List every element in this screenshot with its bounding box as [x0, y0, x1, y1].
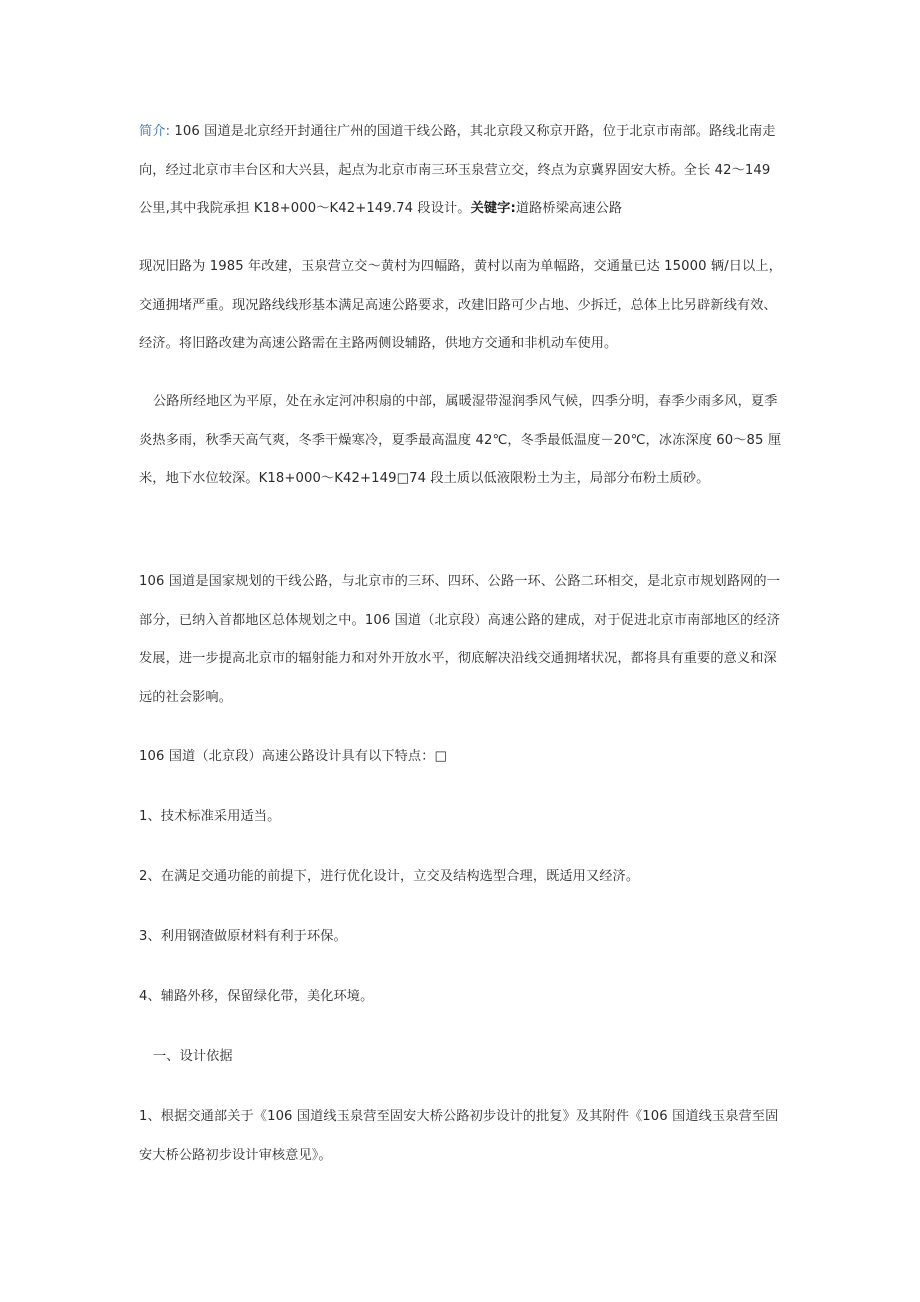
- section-heading-design-basis: [139, 1038, 784, 1077]
- paragraph-features-intro: 106 国道（北京段）高速公路设计具有以下特点：□: [139, 749, 448, 764]
- intro-paragraph: [139, 113, 784, 229]
- paragraph-significance: 106 国道是国家规划的干线公路，与北京市的三环、四环、公路一环、公路二环相交，是北京市规划路网的一部分，已纳入首都地区总体规划之中。106 国道（北京段）高速公路的建成，对于促进北京市南部地区的经济发展，进一步提高北京市的辐射能力和对外开放水平，彻底解决沿线交通拥堵状况，都将具有重要的意义和深远的社会影响。: [139, 574, 780, 705]
- keywords-label: 关键字:: [470, 201, 516, 216]
- intro-label: 简介:: [139, 124, 171, 139]
- intro-text: 106 国道是北京经开封通往广州的国道干线公路，其北京段又称京开路，位于北京市南部。路线北南走向，经过北京市丰台区和大兴县，起点为北京市南三环玉泉营立交，终点为京冀界固安大桥。全长 42～149 公里,其中我院承担 K18+000～K42+149.74 段设计。: [139, 124, 776, 216]
- design-basis-item-1: 1、根据交通部关于《106 国道线玉泉营至固安大桥公路初步设计的批复》及其附件《106 国道线玉泉营至固安大桥公路初步设计审核意见》。: [139, 1109, 779, 1163]
- paragraph-terrain: [139, 383, 784, 499]
- list-item-4: 4、辅路外移，保留绿化带，美化环境。: [139, 989, 374, 1004]
- paragraph-terrain-text: 公路所经地区为平原，处在永定河冲积扇的中部，属暖湿带湿润季风气候，四季分明，春季少雨多风，夏季炎热多雨，秋季天高气爽，冬季干燥寒冷，夏季最高温度 42℃，冬季最低温度－20℃，冰冻深度 60～85 厘米，地下水位较深。K18+000～K42+149□74 段土质以低液限粉土为主，局部分布粉土质砂。: [139, 394, 782, 486]
- keywords-text: 道路桥梁高速公路: [515, 201, 623, 216]
- paragraph-old-road: 现况旧路为 1985 年改建，玉泉营立交～黄村为四幅路，黄村以南为单幅路，交通量已达 15000 辆/日以上，交通拥堵严重。现况路线线形基本满足高速公路要求，改建旧路可少占地、少拆迁，总体上比另辟新线有效、经济。将旧路改建为高速公路需在主路两侧设辅路，供地方交通和非机动车使用。: [139, 259, 782, 351]
- list-item-1: 1、技术标准采用适当。: [139, 809, 281, 824]
- list-item-3: 3、利用钢渣做原材料有利于环保。: [139, 929, 347, 944]
- section-heading-text: 一、设计依据: [153, 1049, 233, 1064]
- list-item-2: 2、在满足交通功能的前提下，进行优化设计，立交及结构选型合理，既适用又经济。: [139, 869, 640, 884]
